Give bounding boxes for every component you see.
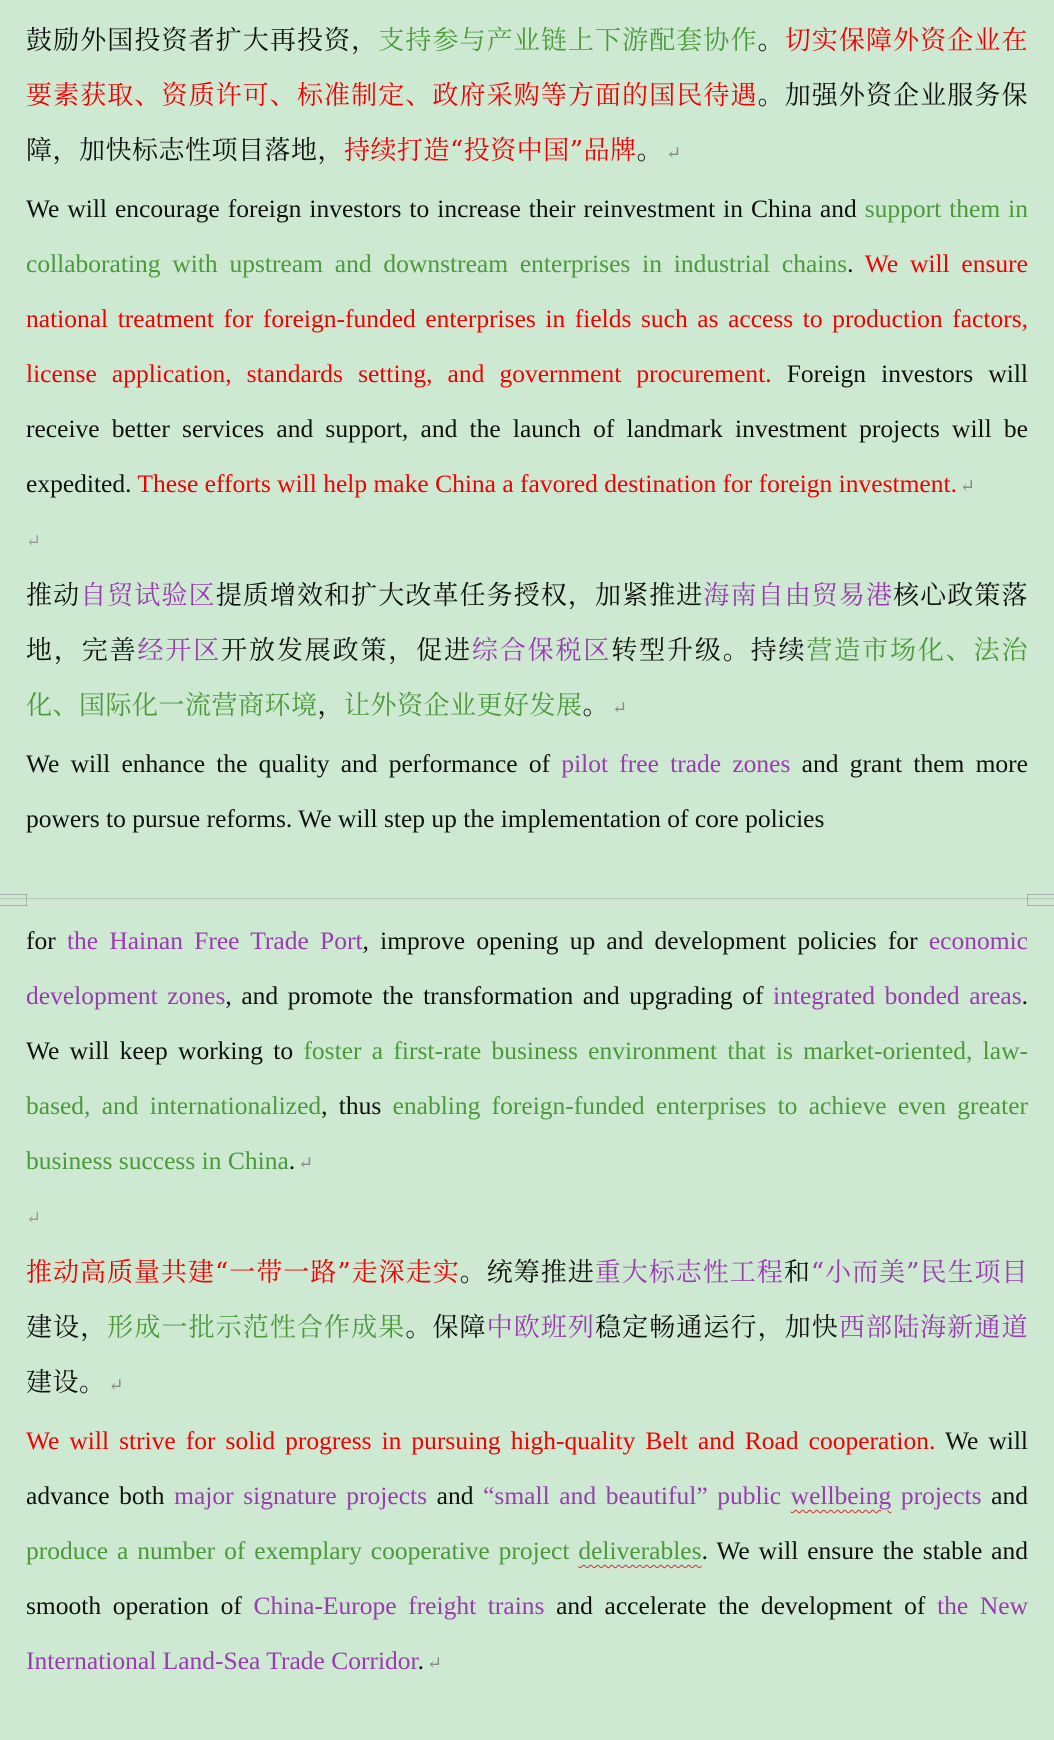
text-segment: 推动 xyxy=(26,581,81,611)
text-segment: 营造市场化、法治化、国际化一流营商环境 xyxy=(26,636,1028,721)
text-segment: 推动高质量共建“一带一路”走深走实 xyxy=(26,1258,460,1288)
paragraph-mark: ↵ xyxy=(612,698,628,719)
paragraph-mark: ↵ xyxy=(298,1153,314,1173)
chinese-paragraph xyxy=(26,14,1028,181)
paragraph-mark: ↵ xyxy=(26,1208,42,1229)
text-segment: , and promote the transformation and upgrading of xyxy=(225,981,774,1010)
text-segment: 。 xyxy=(582,691,610,721)
text-segment: 。保障 xyxy=(405,1313,487,1343)
text-segment: 开放发展政策，促进 xyxy=(221,636,472,666)
text-segment: the Hainan Free Trade Port xyxy=(66,926,363,955)
text-segment: 。统筹推进 xyxy=(459,1258,595,1288)
text-segment: and xyxy=(981,1481,1029,1510)
text-segment: , thus xyxy=(321,1091,393,1120)
document-body-top xyxy=(26,14,1028,846)
text-segment: produce a number of exemplary cooperative project xyxy=(26,1536,579,1565)
text-segment: 鼓励外国投资者扩大再投资， xyxy=(26,26,379,56)
paragraph-mark: ↵ xyxy=(108,1375,125,1396)
chinese-paragraph xyxy=(26,569,1028,736)
text-segment: 稳定畅通运行，加快 xyxy=(595,1313,839,1343)
text-segment: wellbeing xyxy=(790,1481,892,1510)
text-segment: 让外资企业更好发展 xyxy=(344,691,583,721)
text-segment: 综合保税区 xyxy=(471,636,612,666)
text-segment: 。 xyxy=(636,136,664,166)
text-segment: 转型升级。持续 xyxy=(611,636,807,666)
chinese-paragraph xyxy=(26,1246,1028,1413)
text-segment: deliverables xyxy=(578,1536,702,1565)
text-segment: the New International Land-Sea Trade Corridor xyxy=(26,1591,1028,1675)
page-corner-left xyxy=(0,894,27,906)
english-paragraph xyxy=(26,181,1028,514)
text-segment: These efforts will help make China a favored destination for foreign investment. xyxy=(137,469,957,498)
text-segment: 建设。 xyxy=(26,1368,106,1398)
text-segment: 持续打造“投资中国”品牌 xyxy=(344,136,637,166)
paragraph-mark: ↵ xyxy=(959,476,976,496)
text-segment: “small and beautiful” public xyxy=(483,1481,791,1510)
text-segment: and xyxy=(427,1481,484,1510)
text-segment: pilot free trade zones xyxy=(561,749,791,778)
text-segment: projects xyxy=(891,1481,982,1510)
text-segment: foster a first-rate business environment that is market-oriented, law-based, and internationalized xyxy=(26,1036,1028,1120)
text-segment: major signature projects xyxy=(174,1481,428,1510)
text-segment: 。 xyxy=(757,26,785,56)
text-segment: We will enhance the quality and performance of xyxy=(26,749,562,778)
text-segment: 中欧班列 xyxy=(486,1313,596,1343)
text-segment: , improve opening up and development policies for xyxy=(362,926,929,955)
text-segment: 重大标志性工程 xyxy=(594,1258,784,1288)
text-segment: 切实保障外资企业在要素获取、资质许可、标准制定、政府采购等方面的国民待遇 xyxy=(26,26,1028,111)
text-segment: and grant them more powers to pursue reforms. We will step up the implementation of core policies xyxy=(26,749,1028,833)
text-segment: We will encourage foreign investors to increase their reinvestment in China and xyxy=(26,194,865,223)
text-segment: 经开区 xyxy=(137,636,222,666)
text-segment: ， xyxy=(317,691,345,721)
text-segment: for xyxy=(26,926,67,955)
text-segment: 。加强外资企业服务保障，加快标志性项目落地， xyxy=(26,81,1028,166)
text-segment: “小而美”民生项目 xyxy=(810,1258,1028,1288)
page-break-separator xyxy=(0,894,1054,910)
page-break-line-shadow xyxy=(0,902,1054,903)
text-segment: 自贸试验区 xyxy=(80,581,216,611)
paragraph-mark: ↵ xyxy=(427,1653,443,1673)
page-corner-right xyxy=(1027,894,1054,906)
document-body-bottom xyxy=(26,913,1028,1691)
text-segment: 建设， xyxy=(26,1313,108,1343)
text-segment: We will advance both xyxy=(26,1426,1028,1510)
english-paragraph xyxy=(26,1413,1028,1691)
text-segment: . xyxy=(417,1646,424,1675)
english-paragraph xyxy=(26,736,1028,846)
text-segment: We will strive for solid progress in pursuing high-quality Belt and Road cooperation. xyxy=(26,1426,936,1455)
text-segment: 提质增效和扩大改革任务授权，加紧推进 xyxy=(215,581,704,611)
text-segment: 海南自由贸易港 xyxy=(703,581,894,611)
text-segment: support them in collaborating with upstream and downstream enterprises in industrial chains xyxy=(26,194,1028,278)
text-segment: China-Europe freight trains xyxy=(253,1591,545,1620)
text-segment: Foreign investors will receive better services and support, and the launch of landmark investment projects will be expedited. xyxy=(26,359,1028,498)
text-segment: . We will keep working to xyxy=(26,981,1029,1065)
text-segment: 核心政策落地，完善 xyxy=(26,581,1028,666)
paragraph-mark: ↵ xyxy=(26,531,42,552)
text-segment: 和 xyxy=(783,1258,811,1288)
text-segment: and accelerate the development of xyxy=(544,1591,938,1620)
text-segment: We will ensure national treatment for foreign-funded enterprises in fields such as access to production factors, license application, standards setting, and government procurement. xyxy=(26,249,1028,388)
text-segment: economic development zones xyxy=(26,926,1028,1010)
blank-paragraph xyxy=(26,514,1028,569)
text-segment: 西部陆海新通道 xyxy=(838,1313,1028,1343)
text-segment: enabling foreign-funded enterprises to achieve even greater business success in China xyxy=(26,1091,1028,1175)
page-break-line xyxy=(0,898,1054,899)
paragraph-mark: ↵ xyxy=(666,143,682,164)
text-segment: 形成一批示范性合作成果 xyxy=(107,1313,406,1343)
text-segment: integrated bonded areas xyxy=(773,981,1022,1010)
text-segment: . xyxy=(288,1146,296,1175)
text-segment: . xyxy=(847,249,865,278)
text-segment: 支持参与产业链上下游配套协作 xyxy=(378,26,758,56)
blank-paragraph xyxy=(26,1191,1028,1246)
english-paragraph xyxy=(26,913,1028,1191)
text-segment: . We will ensure the stable and smooth operation of xyxy=(26,1536,1028,1620)
